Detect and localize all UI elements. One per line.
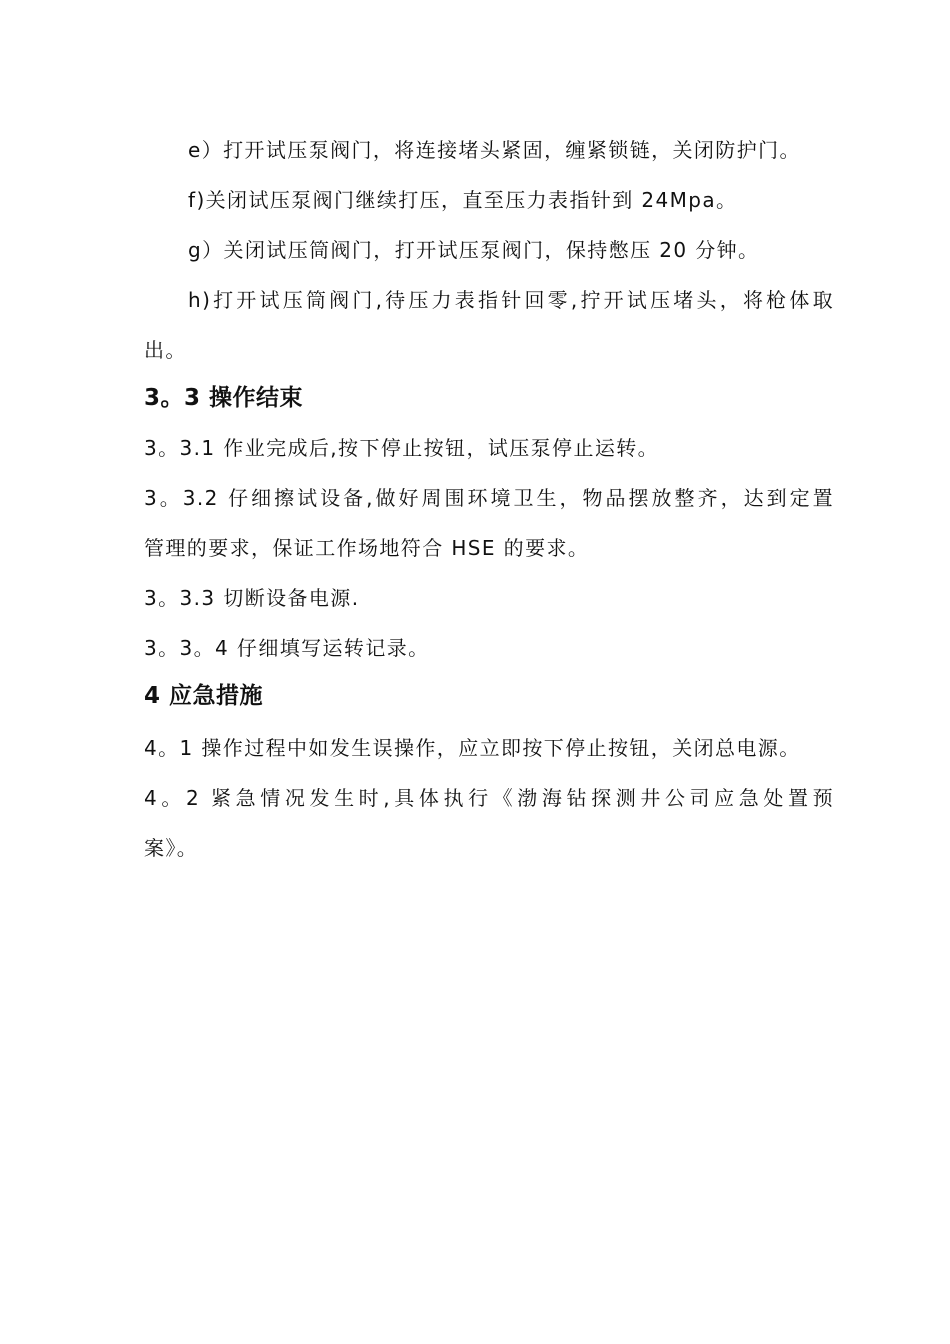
paragraph-4-1: 4。1 操作过程中如发生误操作，应立即按下停止按钮，关闭总电源。 — [144, 736, 801, 760]
paragraph-4-2-line2: 案》。 — [144, 836, 199, 860]
paragraph-3-3-3: 3。3.3 切断设备电源. — [144, 586, 360, 610]
paragraph-3-3-4: 3。3。4 仔细填写运转记录。 — [144, 636, 430, 660]
paragraph-4-2-line1: 4。2 紧急情况发生时,具体执行《渤海钻探测井公司应急处置预 — [144, 786, 834, 810]
section-heading-4: 4 应急措施 — [144, 683, 264, 709]
paragraph-3-3-2-line1: 3。3.2 仔细擦试设备,做好周围环境卫生，物品摆放整齐，达到定置 — [144, 486, 834, 510]
paragraph-step-h-line2: 出。 — [144, 338, 187, 362]
paragraph-step-f: f)关闭试压泵阀门继续打压，直至压力表指针到 24Mpa。 — [188, 188, 738, 212]
paragraph-3-3-1: 3。3.1 作业完成后,按下停止按钮，试压泵停止运转。 — [144, 436, 660, 460]
paragraph-step-h-line1: h)打开试压筒阀门,待压力表指针回零,拧开试压堵头，将枪体取 — [188, 288, 834, 312]
paragraph-step-e: e）打开试压泵阀门，将连接堵头紧固，缠紧锁链，关闭防护门。 — [188, 138, 801, 162]
paragraph-3-3-2-line2: 管理的要求，保证工作场地符合 HSE 的要求。 — [144, 536, 590, 560]
paragraph-step-g: g）关闭试压筒阀门，打开试压泵阀门，保持憋压 20 分钟。 — [188, 238, 760, 262]
section-heading-3-3: 3。3 操作结束 — [144, 385, 304, 411]
